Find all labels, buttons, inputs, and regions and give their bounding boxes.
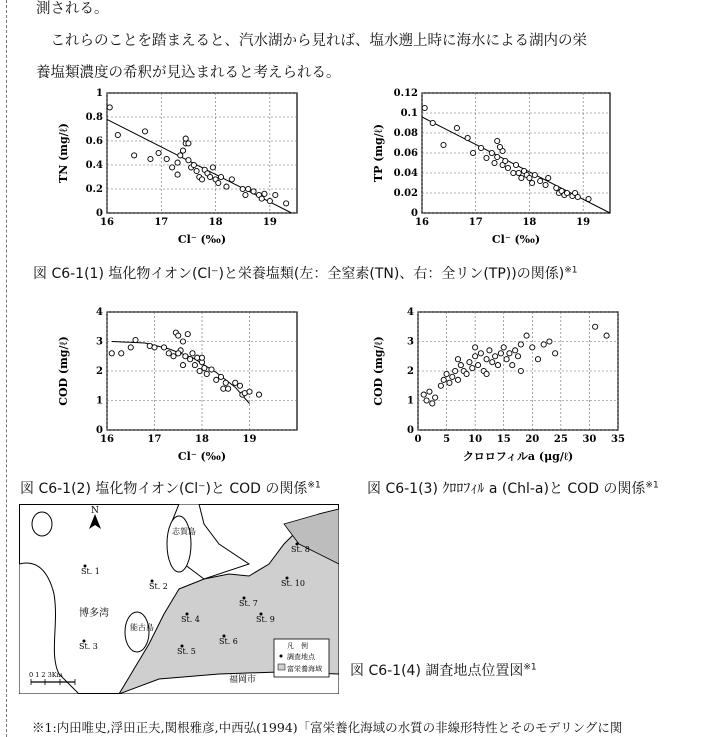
x-axis-label: Cl⁻ (‰)	[491, 233, 541, 246]
small-island	[32, 512, 52, 536]
data-point	[554, 185, 559, 190]
data-point	[498, 351, 503, 356]
data-point	[490, 360, 495, 365]
data-point	[495, 154, 500, 159]
data-point	[240, 186, 245, 191]
cod-cl-chart	[55, 300, 310, 470]
data-point	[535, 357, 540, 362]
svg-text:0 1 2 3Km: 0 1 2 3Km	[29, 671, 63, 679]
x-tick-label: 17	[147, 434, 162, 445]
data-point	[516, 170, 521, 175]
x-axis-label: Cl⁻ (‰)	[177, 233, 227, 246]
data-point	[464, 371, 469, 376]
svg-text:St. 2: St. 2	[149, 582, 168, 591]
y-tick-label: 0.2	[85, 184, 103, 195]
data-point	[478, 145, 483, 150]
x-tick-label: 16	[100, 217, 114, 228]
data-point	[467, 360, 472, 365]
data-point	[433, 395, 438, 400]
y-tick-label: 0.4	[85, 160, 103, 171]
data-point	[541, 342, 546, 347]
data-point	[454, 125, 459, 130]
svg-text:St. 7: St. 7	[239, 599, 258, 608]
data-point	[470, 365, 475, 370]
x-tick-label: 19	[576, 217, 591, 228]
data-point	[128, 345, 133, 350]
tn-chart	[55, 85, 310, 250]
data-point	[284, 201, 289, 206]
y-tick-label: 0.02	[393, 188, 418, 199]
svg-text:志賀島: 志賀島	[172, 527, 196, 536]
data-point	[495, 363, 500, 368]
data-point	[148, 156, 153, 161]
data-point	[164, 156, 169, 161]
data-point	[604, 333, 609, 338]
x-tick-label: 18	[195, 434, 209, 445]
data-point	[455, 357, 460, 362]
data-point	[170, 165, 175, 170]
y-axis-label: TP (mg/ℓ)	[372, 123, 385, 183]
data-point	[186, 158, 191, 163]
data-point	[458, 363, 463, 368]
data-point	[186, 141, 191, 146]
x-tick-label: 19	[242, 434, 257, 445]
x-tick-label: 16	[415, 217, 429, 228]
data-point	[251, 189, 256, 194]
data-point	[273, 192, 278, 197]
data-point	[243, 192, 248, 197]
x-tick-label: 16	[100, 434, 114, 445]
data-point	[183, 354, 188, 359]
data-point	[267, 198, 272, 203]
y-tick-label: 0	[96, 425, 103, 436]
data-point	[197, 368, 202, 373]
y-tick-label: 0.6	[85, 136, 103, 147]
data-point	[530, 180, 535, 185]
data-point	[586, 196, 591, 201]
data-point	[532, 172, 537, 177]
x-tick-label: 18	[522, 217, 537, 228]
data-point	[470, 150, 475, 155]
x-tick-label: 30	[582, 434, 597, 445]
data-point	[246, 186, 251, 191]
svg-text:St. 8: St. 8	[291, 545, 310, 554]
svg-text:St. 9: St. 9	[256, 615, 275, 624]
svg-text:N: N	[91, 506, 99, 516]
data-point	[444, 371, 449, 376]
data-point	[427, 389, 432, 394]
data-point	[519, 175, 524, 180]
data-point	[208, 174, 213, 179]
data-point	[224, 184, 229, 189]
y-tick-label: 3	[407, 336, 414, 348]
data-point	[593, 324, 598, 329]
data-point	[161, 345, 166, 350]
body-text-line-3: 養塩類濃度の希釈が見込まれると考えられる。	[36, 65, 341, 81]
data-point	[115, 132, 120, 137]
data-point	[527, 175, 532, 180]
data-point	[175, 172, 180, 177]
y-tick-label: 2	[407, 366, 414, 377]
data-point	[178, 153, 183, 158]
data-point	[262, 191, 267, 196]
shika-island	[167, 516, 191, 572]
x-tick-label: 20	[525, 434, 540, 445]
data-point	[450, 374, 455, 379]
x-tick-label: 35	[611, 434, 625, 445]
data-point	[133, 337, 138, 342]
data-point	[473, 345, 478, 350]
svg-text:能古島: 能古島	[130, 623, 154, 632]
data-point	[484, 357, 489, 362]
data-point	[430, 401, 435, 406]
legend-box	[274, 639, 329, 677]
y-tick-label: 0.1	[400, 108, 418, 119]
svg-text:St. 10: St. 10	[281, 579, 305, 588]
data-point	[107, 105, 112, 110]
x-tick-label: 18	[208, 217, 223, 228]
data-point	[424, 398, 429, 403]
data-point	[214, 377, 219, 382]
data-point	[455, 377, 460, 382]
data-point	[484, 371, 489, 376]
y-tick-label: 1	[96, 88, 103, 99]
data-point	[176, 333, 181, 338]
data-point	[191, 162, 196, 167]
caption-fig-4: 図 C6-1(4) 調査地点位置図$^{※1}$	[350, 662, 537, 679]
data-point	[180, 339, 185, 344]
data-point	[209, 367, 214, 372]
tp-chart	[370, 85, 620, 250]
data-point	[564, 190, 569, 195]
data-point	[441, 142, 446, 147]
svg-text:St. 1: St. 1	[81, 567, 100, 576]
data-point	[473, 354, 478, 359]
y-tick-label: 0.06	[393, 148, 418, 159]
data-point	[194, 168, 199, 173]
y-axis-label: TN (mg/ℓ)	[57, 123, 70, 183]
data-point	[504, 357, 509, 362]
data-point	[210, 165, 215, 170]
x-tick-label: 19	[262, 217, 277, 228]
y-tick-label: 4	[407, 307, 414, 318]
data-point	[484, 155, 489, 160]
y-tick-label: 3	[96, 336, 103, 348]
svg-text:St. 6: St. 6	[219, 637, 238, 646]
caption-fig-2: 図 C6-1(2) 塩化物イオン(Cl⁻)と COD の関係$^{※1}$	[20, 480, 321, 497]
data-point	[132, 153, 137, 158]
y-tick-label: 1	[407, 395, 414, 407]
data-point	[430, 120, 435, 125]
x-tick-label: 17	[154, 217, 169, 228]
data-point	[497, 144, 502, 149]
data-point	[422, 105, 427, 110]
svg-text:調査地点: 調査地点	[287, 653, 315, 661]
data-point	[229, 177, 234, 182]
data-point	[218, 174, 223, 179]
x-tick-label: 15	[496, 434, 511, 445]
data-point	[530, 345, 535, 350]
x-axis-label: Cl⁻ (‰)	[177, 450, 227, 463]
x-axis-label: クロロフィルa (μg/ℓ)	[462, 450, 574, 463]
svg-text:博多湾: 博多湾	[79, 608, 109, 619]
y-tick-label: 2	[96, 366, 103, 377]
data-point	[142, 129, 147, 134]
data-point	[546, 175, 551, 180]
data-point	[226, 386, 231, 391]
x-tick-label: 0	[414, 434, 422, 445]
svg-text:福岡市: 福岡市	[229, 675, 257, 685]
data-point	[441, 377, 446, 382]
y-tick-label: 1	[96, 395, 103, 407]
svg-text:凡 例: 凡 例	[287, 642, 308, 650]
data-point	[237, 383, 242, 388]
caption-fig-1: 図 C6-1(1) 塩化物イオン(Cl⁻)と栄養塩類(左：全窒素(TN)、右：全リン(TP))の関係)$^{※1}$	[33, 265, 578, 282]
data-point	[216, 180, 221, 185]
data-point	[188, 357, 193, 362]
data-point	[109, 351, 114, 356]
data-point	[493, 354, 498, 359]
svg-text:St. 5: St. 5	[177, 647, 196, 656]
data-point	[538, 178, 543, 183]
data-point	[156, 150, 161, 155]
margin-line	[6, 0, 7, 737]
nokono-island	[125, 612, 149, 652]
data-point	[487, 348, 492, 353]
data-point	[465, 135, 470, 140]
data-point	[475, 363, 480, 368]
data-point	[505, 165, 510, 170]
data-point	[119, 351, 124, 356]
data-point	[543, 182, 548, 187]
data-point	[259, 196, 264, 201]
data-point	[515, 354, 520, 359]
x-tick-label: 10	[468, 434, 483, 445]
data-point	[233, 380, 238, 385]
body-text-line-2: これらのことを踏まえると、汽水湖から見れば、塩水遡上時に海水による湖内の栄	[36, 33, 587, 49]
y-tick-label: 4	[96, 307, 103, 318]
x-tick-label: 17	[468, 217, 483, 228]
data-point	[553, 351, 558, 356]
y-axis-label: COD (mg/ℓ)	[372, 336, 385, 406]
data-point	[199, 177, 204, 182]
data-point	[152, 345, 157, 350]
data-point	[524, 333, 529, 338]
data-point	[510, 363, 515, 368]
data-point	[518, 342, 523, 347]
caption-fig-3: 図 C6-1(3) ｸﾛﾛﾌｨﾙ a (Chl-a)と COD の関係$^{※1}$	[367, 480, 659, 497]
cod-chla-chart	[370, 300, 640, 470]
data-point	[575, 194, 580, 199]
y-tick-label: 0	[407, 425, 414, 436]
footnote: ※1:内田唯史,浮田正夫,関根雅彦,中西弘(1994)「富栄養化海域の水質の非線形特性とそのモデリングに関	[32, 720, 623, 735]
data-point	[166, 351, 171, 356]
data-point	[421, 392, 426, 397]
data-point	[190, 351, 195, 356]
y-tick-label: 0	[411, 208, 418, 219]
svg-text:St. 3: St. 3	[79, 642, 98, 651]
data-point	[185, 332, 190, 337]
data-point	[511, 170, 516, 175]
data-point	[447, 380, 452, 385]
data-point	[180, 363, 185, 368]
svg-text:St. 4: St. 4	[181, 615, 200, 624]
data-point	[199, 355, 204, 360]
data-point	[513, 162, 518, 167]
y-axis-label: COD (mg/ℓ)	[57, 336, 70, 406]
data-point	[478, 351, 483, 356]
data-point	[183, 136, 188, 141]
y-tick-label: 0.8	[85, 112, 103, 123]
y-tick-label: 0	[96, 208, 103, 219]
data-point	[256, 392, 261, 397]
data-point	[202, 365, 207, 370]
data-point	[175, 160, 180, 165]
data-point	[453, 368, 458, 373]
data-point	[547, 339, 552, 344]
data-point	[180, 148, 185, 153]
data-point	[507, 351, 512, 356]
data-point	[247, 389, 252, 394]
data-point	[192, 363, 197, 368]
y-tick-label: 0.08	[393, 128, 418, 139]
data-point	[223, 380, 228, 385]
data-point	[501, 345, 506, 350]
data-point	[492, 160, 497, 165]
data-point	[489, 150, 494, 155]
svg-text:富栄養海域: 富栄養海域	[287, 665, 322, 673]
y-tick-label: 0.04	[393, 168, 418, 179]
survey-location-map	[19, 504, 339, 694]
data-point	[438, 383, 443, 388]
data-point	[495, 138, 500, 143]
x-tick-label: 25	[553, 434, 568, 445]
body-text-line-1: 測される。	[36, 1, 109, 17]
y-tick-label: 0.12	[393, 88, 418, 99]
data-point	[171, 354, 176, 359]
data-point	[513, 348, 518, 353]
x-tick-label: 5	[443, 434, 451, 445]
data-point	[204, 371, 209, 376]
data-point	[176, 351, 181, 356]
data-point	[218, 374, 223, 379]
data-point	[518, 368, 523, 373]
data-point	[503, 158, 508, 163]
